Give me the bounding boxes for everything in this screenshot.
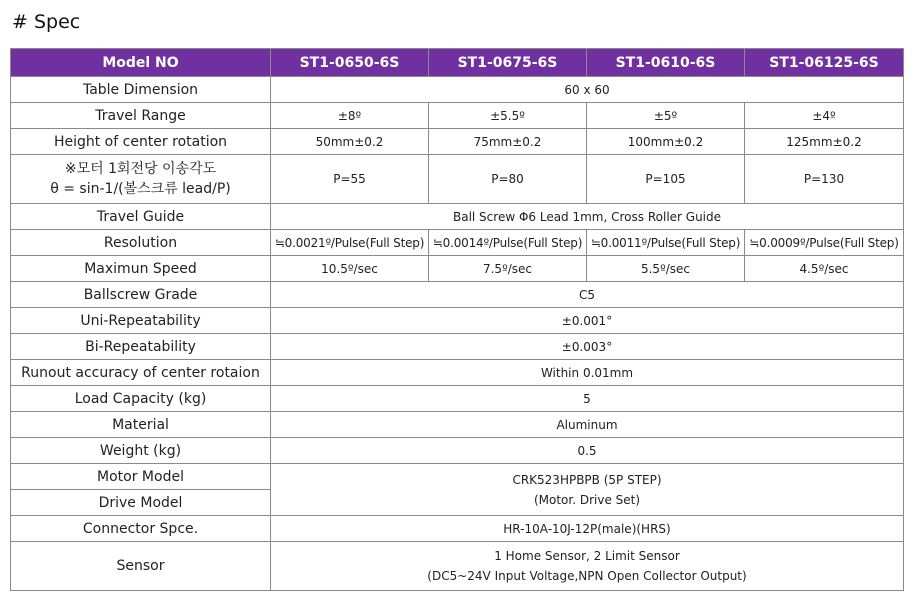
table-row <box>11 77 904 103</box>
row-label: Material <box>11 412 271 438</box>
table-cell: ≒0.0009º/Pulse(Full Step) <box>745 230 904 256</box>
row-label: Load Capacity (kg) <box>11 386 271 412</box>
table-cell: ±5º <box>587 103 745 129</box>
table-row <box>11 360 904 386</box>
table-row <box>11 386 904 412</box>
table-row <box>11 412 904 438</box>
table-row <box>11 103 904 129</box>
row-label: Motor Model <box>11 464 271 490</box>
row-label: Uni-Repeatability <box>11 308 271 334</box>
table-row <box>11 334 904 360</box>
table-cell: P=105 <box>587 155 745 204</box>
table-cell: 50mm±0.2 <box>271 129 429 155</box>
row-label: Weight (kg) <box>11 438 271 464</box>
ballscrew-grade-value: C5 <box>271 282 904 308</box>
table-cell: ≒0.0014º/Pulse(Full Step) <box>429 230 587 256</box>
sensor-value-line1: 1 Home Sensor, 2 Limit Sensor <box>494 549 680 563</box>
table-row <box>11 230 904 256</box>
material-value: Aluminum <box>271 412 904 438</box>
travel-guide-value: Ball Screw Φ6 Lead 1mm, Cross Roller Guide <box>271 204 904 230</box>
runout-value: Within 0.01mm <box>271 360 904 386</box>
motor-drive-value-line2: (Motor. Drive Set) <box>533 492 641 507</box>
table-cell: P=130 <box>745 155 904 204</box>
header-row <box>11 49 904 77</box>
row-label: Table Dimension <box>11 77 271 103</box>
table-row <box>11 542 904 591</box>
table-row <box>11 308 904 334</box>
table-cell: ≒0.0011º/Pulse(Full Step) <box>587 230 745 256</box>
page-heading: # Spec <box>12 11 81 33</box>
motor-drive-value <box>271 464 904 516</box>
row-label: Travel Range <box>11 103 271 129</box>
row-label: Connector Spce. <box>11 516 271 542</box>
table-cell: 5.5º/sec <box>587 256 745 282</box>
table-cell: ±8º <box>271 103 429 129</box>
table-row <box>11 438 904 464</box>
table-cell: 75mm±0.2 <box>429 129 587 155</box>
uni-repeatability-value: ±0.001° <box>271 308 904 334</box>
header-model-1: ST1-0650-6S <box>271 49 429 77</box>
table-cell: ±4º <box>745 103 904 129</box>
table-cell: 100mm±0.2 <box>587 129 745 155</box>
table-cell: 10.5º/sec <box>271 256 429 282</box>
bi-repeatability-value: ±0.003° <box>271 334 904 360</box>
row-label: Drive Model <box>11 490 271 516</box>
motor-angle-label-line2: θ = sin-1/(볼스크류 lead/P) <box>50 181 231 197</box>
row-label: Height of center rotation <box>11 129 271 155</box>
header-model-4: ST1-06125-6S <box>745 49 904 77</box>
row-label <box>11 155 271 204</box>
row-label: Runout accuracy of center rotaion <box>11 360 271 386</box>
connector-value: HR-10A-10J-12P(male)(HRS) <box>271 516 904 542</box>
table-cell: 7.5º/sec <box>429 256 587 282</box>
table-row <box>11 155 904 204</box>
row-label: Maximun Speed <box>11 256 271 282</box>
header-model-2: ST1-0675-6S <box>429 49 587 77</box>
sensor-value <box>271 542 904 591</box>
row-label: Ballscrew Grade <box>11 282 271 308</box>
motor-angle-label-line1: ※모터 1회전당 이송각도 <box>64 161 217 177</box>
load-capacity-value: 5 <box>271 386 904 412</box>
row-label: Resolution <box>11 230 271 256</box>
table-row <box>11 256 904 282</box>
weight-value: 0.5 <box>271 438 904 464</box>
header-model-3: ST1-0610-6S <box>587 49 745 77</box>
table-cell: ±5.5º <box>429 103 587 129</box>
table-row <box>11 204 904 230</box>
table-cell: ≒0.0021º/Pulse(Full Step) <box>271 230 429 256</box>
row-label: Bi-Repeatability <box>11 334 271 360</box>
table-dimension-value: 60 x 60 <box>271 77 904 103</box>
motor-drive-value-line1: CRK523HPBPB (5P STEP) <box>512 472 662 487</box>
table-cell: 4.5º/sec <box>745 256 904 282</box>
row-label: Travel Guide <box>11 204 271 230</box>
table-row <box>11 464 904 490</box>
header-model-no: Model NO <box>11 49 271 77</box>
table-row <box>11 516 904 542</box>
table-row <box>11 129 904 155</box>
sensor-value-line2: (DC5~24V Input Voltage,NPN Open Collector Output) <box>427 569 747 583</box>
spec-table <box>10 48 904 591</box>
row-label: Sensor <box>11 542 271 591</box>
table-cell: P=80 <box>429 155 587 204</box>
table-cell: P=55 <box>271 155 429 204</box>
table-cell: 125mm±0.2 <box>745 129 904 155</box>
table-row <box>11 282 904 308</box>
